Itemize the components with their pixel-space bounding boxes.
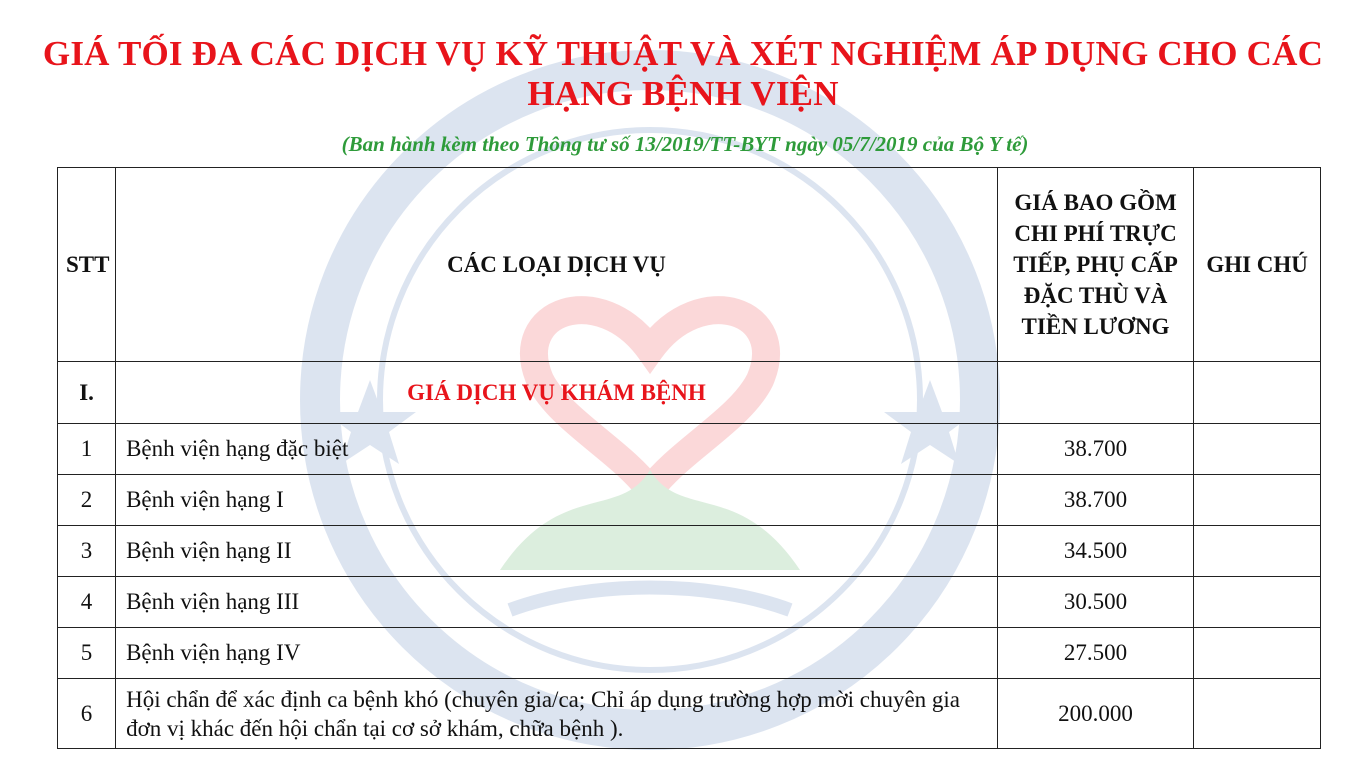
section-title: GIÁ DỊCH VỤ KHÁM BỆNH bbox=[116, 362, 998, 424]
row-stt: 3 bbox=[58, 526, 116, 577]
row-service: Bệnh viện hạng I bbox=[116, 475, 998, 526]
row-price: 27.500 bbox=[997, 628, 1193, 679]
row-service: Bệnh viện hạng IV bbox=[116, 628, 998, 679]
row-service: Bệnh viện hạng II bbox=[116, 526, 998, 577]
row-stt: 2 bbox=[58, 475, 116, 526]
header-price: GIÁ BAO GỒM CHI PHÍ TRỰC TIẾP, PHỤ CẤP ĐẶC THÙ VÀ TIỀN LƯƠNG bbox=[997, 168, 1193, 362]
row-note bbox=[1194, 679, 1321, 749]
table-row bbox=[58, 628, 1321, 679]
row-price: 38.700 bbox=[997, 475, 1193, 526]
row-price: 30.500 bbox=[997, 577, 1193, 628]
section-row bbox=[58, 362, 1321, 424]
header-stt: STT bbox=[58, 168, 116, 362]
row-stt: 5 bbox=[58, 628, 116, 679]
row-service: Bệnh viện hạng đặc biệt bbox=[116, 424, 998, 475]
row-service: Bệnh viện hạng III bbox=[116, 577, 998, 628]
table-row bbox=[58, 577, 1321, 628]
table-row bbox=[58, 424, 1321, 475]
row-stt: 4 bbox=[58, 577, 116, 628]
header-service: CÁC LOẠI DỊCH VỤ bbox=[116, 168, 998, 362]
price-table bbox=[57, 167, 1321, 749]
row-price: 38.700 bbox=[997, 424, 1193, 475]
table-row bbox=[58, 475, 1321, 526]
row-note bbox=[1194, 526, 1321, 577]
section-note bbox=[1194, 362, 1321, 424]
row-stt: 6 bbox=[58, 679, 116, 749]
document-subtitle: (Ban hành kèm theo Thông tư số 13/2019/TT-BYT ngày 05/7/2019 của Bộ Y tế) bbox=[341, 132, 1029, 156]
row-note bbox=[1194, 628, 1321, 679]
table-header-row bbox=[58, 168, 1321, 362]
row-price: 34.500 bbox=[997, 526, 1193, 577]
document-title: GIÁ TỐI ĐA CÁC DỊCH VỤ KỸ THUẬT VÀ XÉT NGHIỆM ÁP DỤNG CHO CÁC HẠNG BỆNH VIỆN bbox=[42, 34, 1324, 113]
section-stt: I. bbox=[58, 362, 116, 424]
row-stt: 1 bbox=[58, 424, 116, 475]
row-note bbox=[1194, 577, 1321, 628]
header-note: GHI CHÚ bbox=[1194, 168, 1321, 362]
row-price: 200.000 bbox=[997, 679, 1193, 749]
row-note bbox=[1194, 424, 1321, 475]
section-price bbox=[997, 362, 1193, 424]
table-row bbox=[58, 526, 1321, 577]
row-note bbox=[1194, 475, 1321, 526]
row-service: Hội chẩn để xác định ca bệnh khó (chuyên gia/ca; Chỉ áp dụng trường hợp mời chuyên gia đơn vị khác đến hội chẩn tại cơ sở khám, chữa bệnh ). bbox=[116, 679, 998, 749]
table-row bbox=[58, 679, 1321, 749]
